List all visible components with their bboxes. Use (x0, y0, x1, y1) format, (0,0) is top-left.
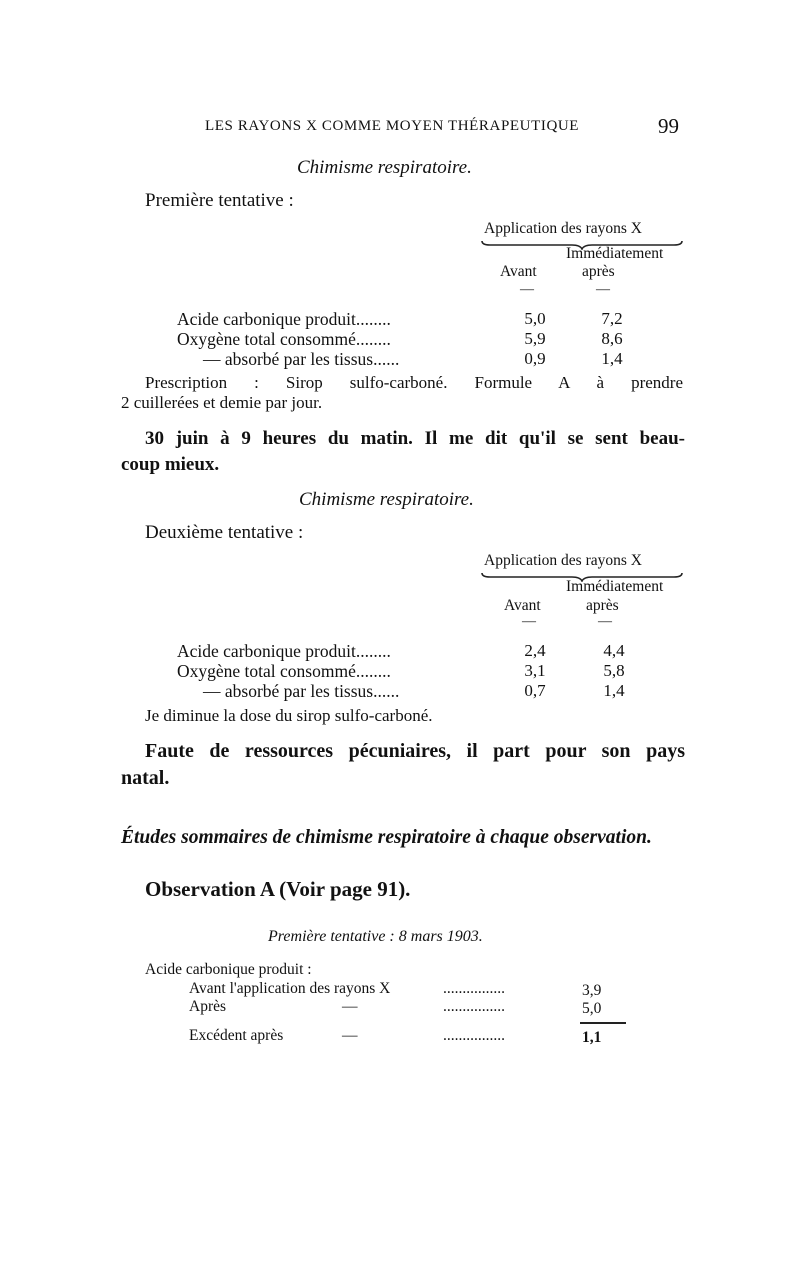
para1-line-2: coup mieux. (121, 454, 220, 475)
co2-row-dots: ................ (443, 980, 505, 997)
observation-title: Observation A (Voir page 91). (145, 877, 411, 901)
section2-col-after-2: après (586, 597, 619, 614)
section1-row-label: Acide carbonique produit........ (177, 309, 391, 329)
section2-dash-before: — (522, 614, 536, 629)
running-title: LES RAYONS X COMME MOYEN THÉRAPEUTIQUE (205, 118, 580, 134)
section2-row-label: Acide carbonique produit........ (177, 641, 391, 661)
section1-row-before: 0,9 (524, 349, 546, 368)
para2-line-2: natal. (121, 767, 170, 789)
section2-col-group: Application des rayons X (484, 552, 642, 569)
section2-row-before: 3,1 (524, 661, 546, 680)
prescription-line-2: 2 cuillerées et demie par jour. (121, 393, 323, 412)
prescription-line-1: Prescription : Sirop sulfo-carboné. Formule A à prendre (145, 373, 683, 392)
section2-row-label: Oxygène total consommé........ (177, 661, 391, 681)
section2-col-before: Avant (504, 597, 541, 614)
section2-note: Je diminue la dose du sirop sulfo-carboné. (145, 706, 433, 725)
section1-heading: Chimisme respiratoire. (297, 157, 472, 178)
co2-row-dots: ................ (443, 1027, 505, 1044)
section1-col-after-2: après (582, 263, 615, 280)
co2-row-mid: — (342, 998, 358, 1015)
co2-row-value: 5,0 (582, 1000, 602, 1017)
section1-col-before: Avant (500, 263, 537, 280)
co2-row-value: 3,9 (582, 982, 602, 999)
para1-line-1: 30 juin à 9 heures du matin. Il me dit qu'il se sent beau- (145, 428, 685, 449)
page-number: 99 (658, 114, 679, 138)
co2-row-label: Excédent après (189, 1027, 284, 1044)
section1-row-after: 1,4 (601, 349, 623, 368)
studies-heading: Études sommaires de chimisme respiratoire à chaque observation. (121, 827, 652, 848)
section1-col-group: Application des rayons X (484, 220, 642, 237)
section1-row-before: 5,0 (524, 309, 546, 328)
section2-row-label: — absorbé par les tissus...... (203, 681, 400, 701)
sum-rule (580, 1022, 626, 1024)
section1-row-before: 5,9 (524, 329, 546, 348)
section1-dash-before: — (520, 282, 534, 297)
section1-row-label: Oxygène total consommé........ (177, 329, 391, 349)
section2-row-before: 2,4 (524, 641, 546, 660)
section2-row-after: 4,4 (603, 641, 625, 660)
section1-attempt: Première tentative : (145, 190, 294, 211)
section1-dash-after: — (596, 282, 610, 297)
co2-row-label: Avant l'application des rayons X (189, 980, 391, 997)
section1-row-label: — absorbé par les tissus...... (203, 349, 400, 369)
section2-heading: Chimisme respiratoire. (299, 489, 474, 510)
attempt3-heading: Première tentative : 8 mars 1903. (268, 928, 483, 945)
section2-col-after-1: Immédiatement (566, 578, 664, 595)
section2-dash-after: — (598, 614, 612, 629)
para2-line-1: Faute de ressources pécuniaires, il part pour son pays (145, 740, 685, 762)
section2-row-before: 0,7 (524, 681, 546, 700)
section2-row-after: 5,8 (603, 661, 625, 680)
co2-row-label: Après (189, 998, 227, 1015)
section1-col-after-1: Immédiatement (566, 245, 664, 262)
co2-row-value: 1,1 (582, 1029, 602, 1046)
co2-row-dots: ................ (443, 998, 505, 1015)
section2-row-after: 1,4 (603, 681, 625, 700)
co2-row-mid: — (342, 1027, 358, 1044)
co2-title: Acide carbonique produit : (145, 961, 312, 978)
section2-attempt: Deuxième tentative : (145, 522, 304, 543)
section1-row-after: 8,6 (601, 329, 623, 348)
section1-row-after: 7,2 (601, 309, 623, 328)
